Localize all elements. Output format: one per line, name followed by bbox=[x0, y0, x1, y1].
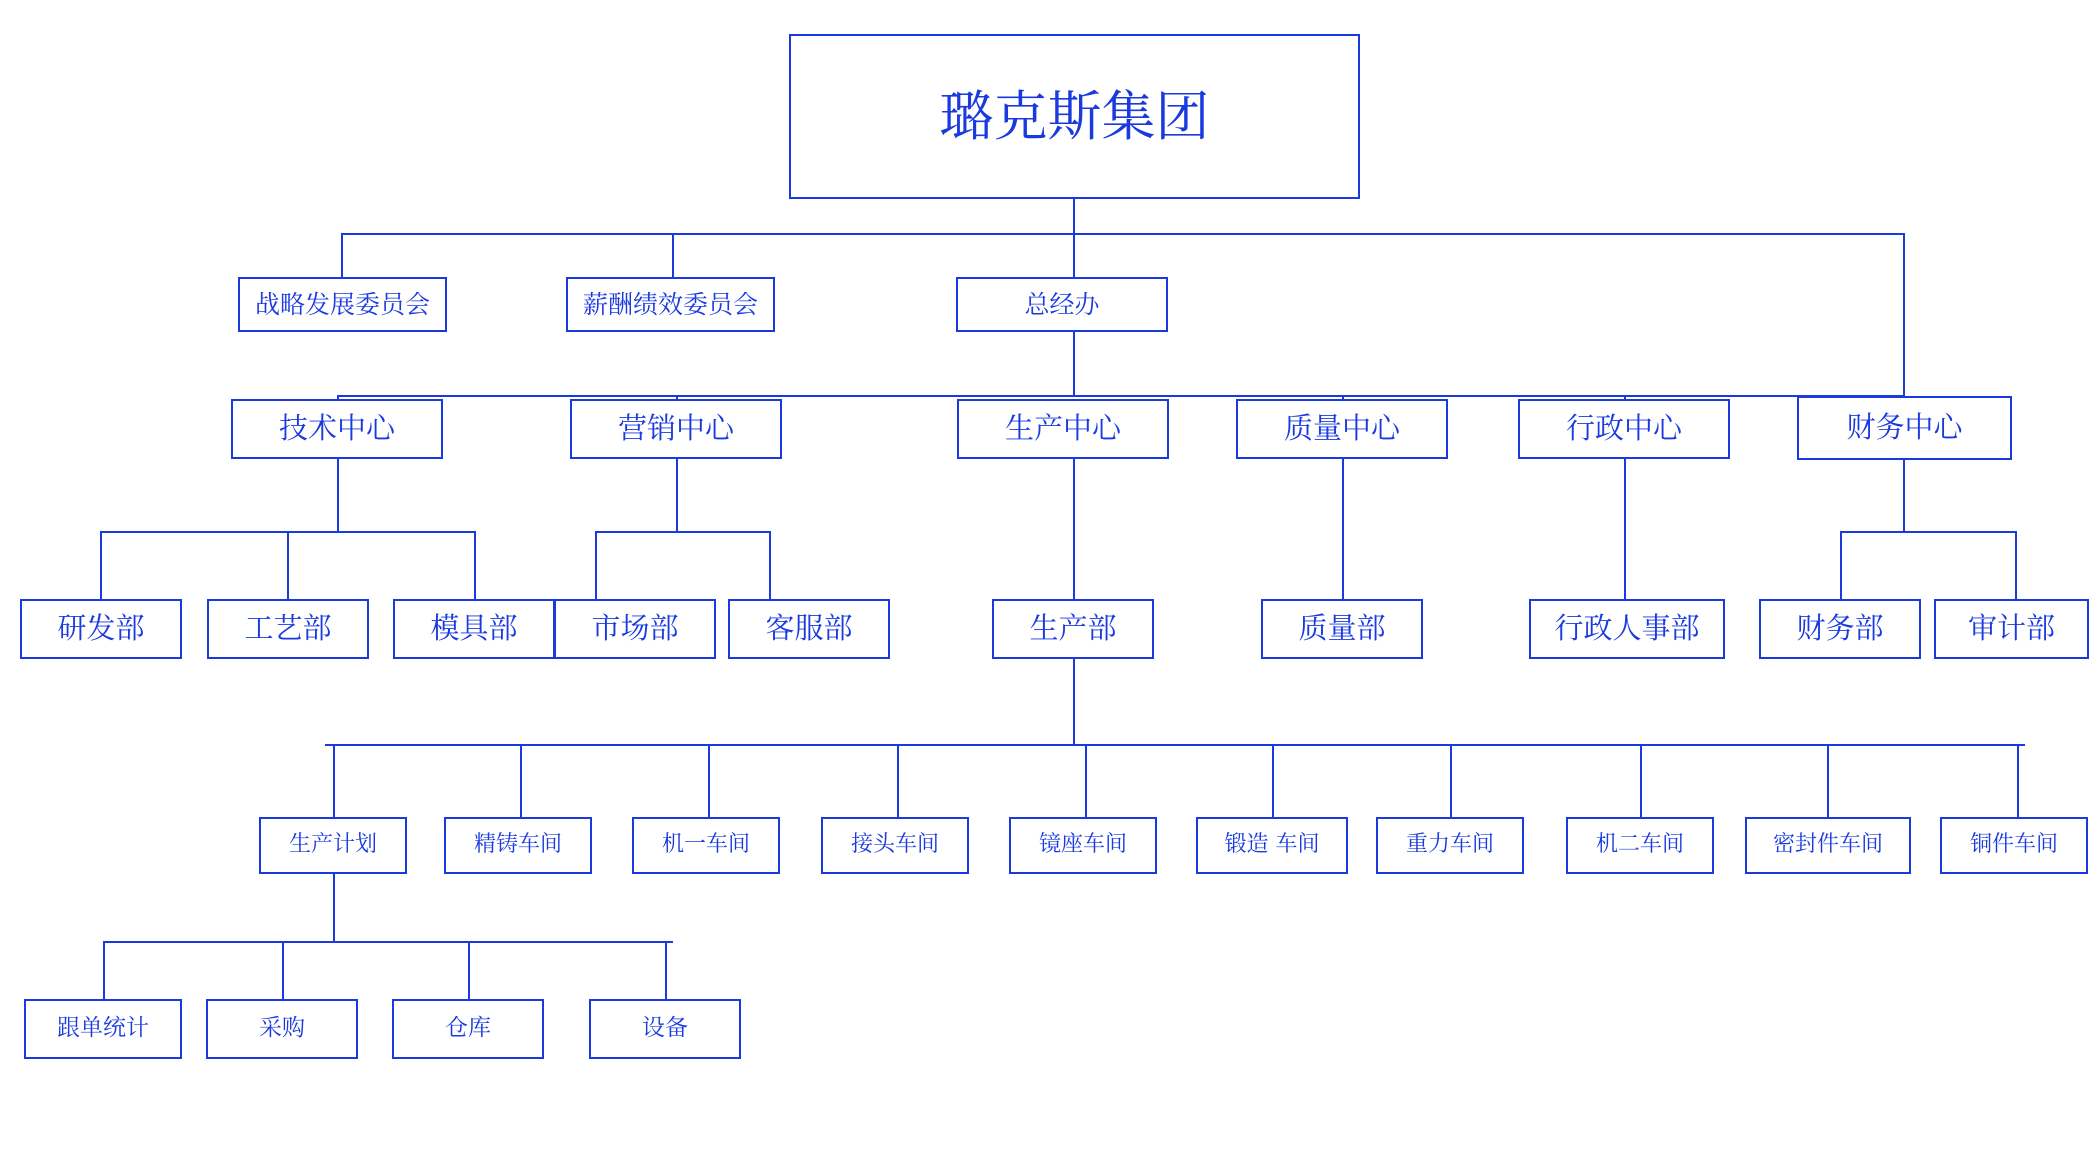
connector-tech-stem bbox=[337, 459, 339, 532]
connector-drop-finance-center bbox=[1903, 233, 1905, 396]
connector-marketing-drop-service bbox=[769, 531, 771, 599]
node-general-manager-office[interactable]: 总经办 bbox=[956, 277, 1168, 332]
node-dept-finance[interactable]: 财务部 bbox=[1759, 599, 1921, 659]
connector-workshops-bus bbox=[325, 744, 2025, 746]
connector-marketing-bus bbox=[595, 531, 770, 533]
node-workshop-seal-parts[interactable]: 密封件车间 bbox=[1745, 817, 1911, 874]
node-center-technology[interactable]: 技术中心 bbox=[231, 399, 443, 459]
connector-root-stem bbox=[1073, 199, 1075, 234]
connector-tech-drop-mold bbox=[474, 531, 476, 599]
connector-ws-drop-machine2 bbox=[1640, 744, 1642, 817]
connector-marketing-drop-market bbox=[595, 531, 597, 599]
node-workshop-production-plan[interactable]: 生产计划 bbox=[259, 817, 407, 874]
node-workshop-machining-2[interactable]: 机二车间 bbox=[1566, 817, 1714, 874]
node-committee-strategy[interactable]: 战略发展委员会 bbox=[238, 277, 447, 332]
connector-admin-stem bbox=[1624, 459, 1626, 599]
connector-marketing-stem bbox=[676, 459, 678, 532]
connector-plan-drop-equipment bbox=[665, 941, 667, 999]
connector-ws-drop-plan bbox=[333, 744, 335, 817]
connector-ws-drop-gravity bbox=[1450, 744, 1452, 817]
connector-ws-drop-forging bbox=[1272, 744, 1274, 817]
connector-tech-drop-rd bbox=[100, 531, 102, 599]
node-unit-order-tracking[interactable]: 跟单统计 bbox=[24, 999, 182, 1059]
connector-plan-drop-tracking bbox=[103, 941, 105, 999]
node-workshop-mirror-base[interactable]: 镜座车间 bbox=[1009, 817, 1157, 874]
connector-finance-drop-audit bbox=[2015, 531, 2017, 599]
connector-production-stem bbox=[1073, 459, 1075, 599]
node-unit-equipment[interactable]: 设备 bbox=[589, 999, 741, 1059]
node-unit-purchasing[interactable]: 采购 bbox=[206, 999, 358, 1059]
node-workshop-copper-parts[interactable]: 铜件车间 bbox=[1940, 817, 2088, 874]
connector-gm-stem bbox=[1073, 332, 1075, 396]
connector-ws-drop-seal bbox=[1827, 744, 1829, 817]
connector-finance-drop-fin bbox=[1840, 531, 1842, 599]
connector-plan-bus bbox=[103, 941, 673, 943]
connector-tech-drop-process bbox=[287, 531, 289, 599]
node-center-admin[interactable]: 行政中心 bbox=[1518, 399, 1730, 459]
connector-ws-drop-casting bbox=[520, 744, 522, 817]
connector-quality-stem bbox=[1342, 459, 1344, 599]
connector-drop-gm bbox=[1073, 233, 1075, 277]
node-workshop-machining-1[interactable]: 机一车间 bbox=[632, 817, 780, 874]
node-workshop-investment-casting[interactable]: 精铸车间 bbox=[444, 817, 592, 874]
node-dept-customer-service[interactable]: 客服部 bbox=[728, 599, 890, 659]
node-dept-rd[interactable]: 研发部 bbox=[20, 599, 182, 659]
node-dept-production[interactable]: 生产部 bbox=[992, 599, 1154, 659]
connector-drop-strategy bbox=[341, 233, 343, 277]
connector-ws-drop-copper bbox=[2017, 744, 2019, 817]
node-dept-market[interactable]: 市场部 bbox=[554, 599, 716, 659]
node-workshop-joint[interactable]: 接头车间 bbox=[821, 817, 969, 874]
node-root[interactable]: 璐克斯集团 bbox=[789, 34, 1360, 199]
connector-plan-stem bbox=[333, 874, 335, 942]
node-dept-admin-hr[interactable]: 行政人事部 bbox=[1529, 599, 1725, 659]
node-center-marketing[interactable]: 营销中心 bbox=[570, 399, 782, 459]
node-dept-quality[interactable]: 质量部 bbox=[1261, 599, 1423, 659]
connector-plan-drop-warehouse bbox=[468, 941, 470, 999]
connector-centers-bus bbox=[337, 395, 1905, 397]
node-center-quality[interactable]: 质量中心 bbox=[1236, 399, 1448, 459]
connector-ws-drop-machine1 bbox=[708, 744, 710, 817]
connector-prod-dept-stem bbox=[1073, 659, 1075, 745]
node-center-finance[interactable]: 财务中心 bbox=[1797, 396, 2012, 460]
node-workshop-gravity[interactable]: 重力车间 bbox=[1376, 817, 1524, 874]
node-unit-warehouse[interactable]: 仓库 bbox=[392, 999, 544, 1059]
connector-ws-drop-mirror bbox=[1085, 744, 1087, 817]
connector-drop-pay bbox=[672, 233, 674, 277]
node-dept-process[interactable]: 工艺部 bbox=[207, 599, 369, 659]
connector-ws-drop-joint bbox=[897, 744, 899, 817]
connector-level1-bus bbox=[341, 233, 1904, 235]
node-dept-audit[interactable]: 审计部 bbox=[1934, 599, 2089, 659]
node-dept-mold[interactable]: 模具部 bbox=[393, 599, 555, 659]
connector-plan-drop-purchase bbox=[282, 941, 284, 999]
connector-finance-bus bbox=[1840, 531, 2016, 533]
node-center-production[interactable]: 生产中心 bbox=[957, 399, 1169, 459]
node-workshop-forging[interactable]: 锻造 车间 bbox=[1196, 817, 1348, 874]
connector-finance-stem bbox=[1903, 460, 1905, 532]
node-committee-compensation[interactable]: 薪酬绩效委员会 bbox=[566, 277, 775, 332]
